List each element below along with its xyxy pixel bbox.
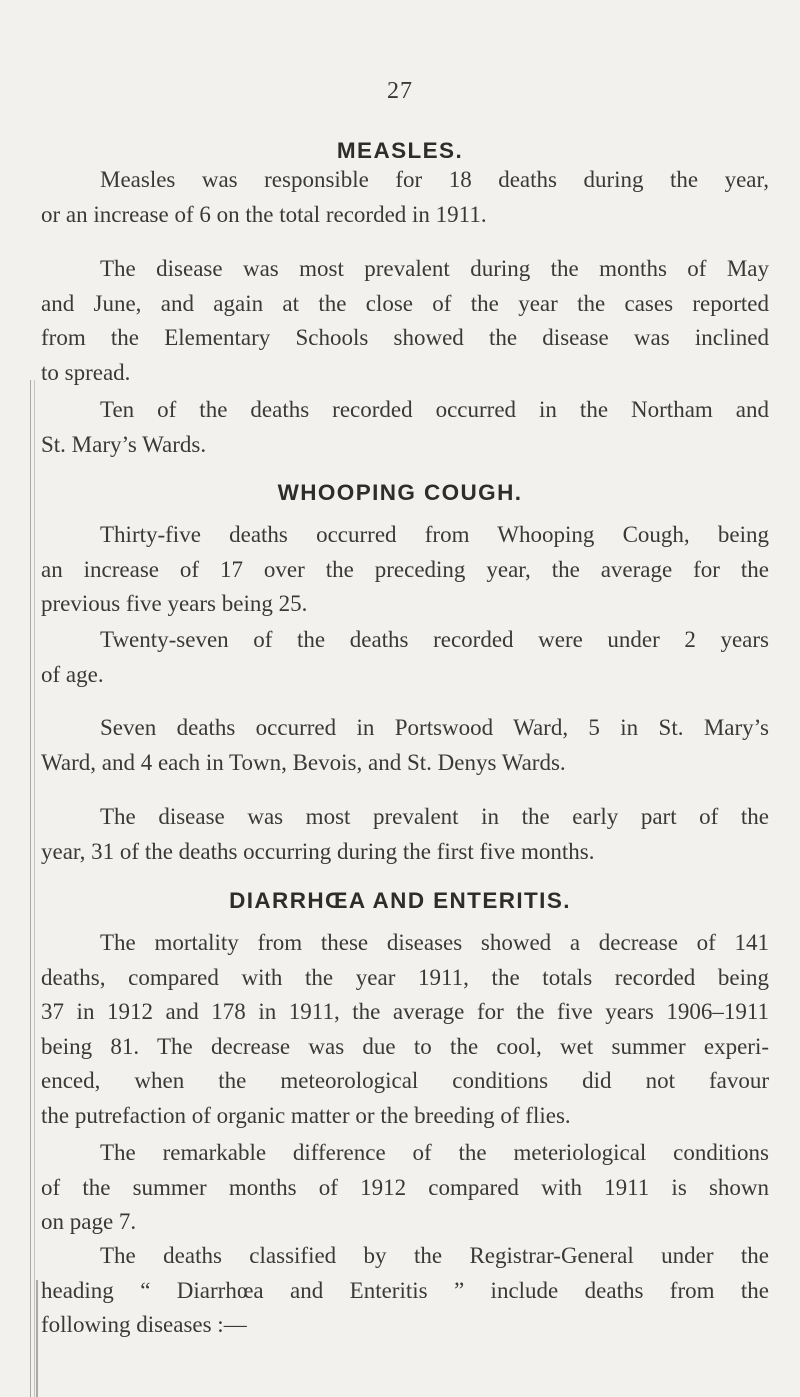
paragraph-diarrhoea-2	[41, 1136, 769, 1240]
text-line: and June, and again at the close of the year the cases reported	[41, 290, 769, 316]
text-line: being 81. The decrease was due to the cool, wet summer experi-	[41, 1033, 769, 1059]
binding-edge-line	[36, 1280, 38, 1397]
paragraph-measles-1	[41, 163, 769, 232]
section-heading-diarrhoea-enteritis: DIARRHŒA AND ENTERITIS.	[229, 888, 571, 913]
text-line: Ward, and 4 each in Town, Bevois, and St. Denys Wards.	[41, 749, 566, 775]
paragraph-measles-3	[41, 393, 769, 462]
paragraph-whooping-cough-4	[41, 800, 769, 869]
text-line: enced, when the meteorological conditions did not favour	[41, 1068, 769, 1094]
text-line: 37 in 1912 and 178 in 1911, the average for the five years 1906–1911	[41, 999, 769, 1025]
text-line: year, 31 of the deaths occurring during the first five months.	[41, 838, 595, 864]
text-line: Thirty-five deaths occurred from Whooping Cough, being	[100, 522, 769, 547]
text-line: the putrefaction of organic matter or the breeding of flies.	[41, 1102, 571, 1128]
paragraph-measles-2	[41, 252, 769, 390]
text-line: of age.	[41, 661, 104, 687]
text-line: Seven deaths occurred in Portswood Ward, 5 in St. Mary’s	[100, 715, 769, 740]
section-heading-measles: MEASLES.	[336, 138, 464, 163]
paragraph-whooping-cough-2	[41, 623, 769, 692]
text-line: The disease was most prevalent during the months of May	[100, 256, 769, 281]
text-line: Measles was responsible for 18 deaths during the year,	[100, 167, 769, 192]
text-line: St. Mary’s Wards.	[41, 431, 207, 457]
paragraph-diarrhoea-3	[41, 1239, 769, 1343]
text-line: The mortality from these diseases showed a decrease of 141	[100, 930, 769, 955]
text-line: or an increase of 6 on the total recorded in 1911.	[41, 201, 487, 227]
page-number: 27	[387, 78, 413, 104]
text-line: Ten of the deaths recorded occurred in the Northam and	[100, 397, 769, 422]
paragraph-whooping-cough-3	[41, 711, 769, 780]
paragraph-diarrhoea-1	[41, 926, 769, 1134]
text-line: Twenty-seven of the deaths recorded were under 2 years	[100, 627, 769, 652]
text-line: of the summer months of 1912 compared with 1911 is shown	[41, 1174, 769, 1200]
text-line: previous five years being 25.	[41, 591, 308, 617]
text-line: on page 7.	[41, 1209, 137, 1235]
text-line: The remarkable difference of the meteriological conditions	[100, 1140, 769, 1165]
text-line: from the Elementary Schools showed the disease was inclined	[41, 325, 769, 351]
text-line: following diseases :—	[41, 1312, 247, 1338]
text-line: The disease was most prevalent in the early part of the	[100, 804, 769, 829]
text-line: deaths, compared with the year 1911, the totals recorded being	[41, 964, 769, 990]
text-line: The deaths classified by the Registrar-General under the	[100, 1243, 769, 1268]
section-heading-whooping-cough: WHOOPING COUGH.	[277, 480, 523, 505]
text-line: to spread.	[41, 359, 131, 385]
paragraph-whooping-cough-1	[41, 518, 769, 622]
text-line: heading “ Diarrhœa and Enteritis ” include deaths from the	[41, 1277, 769, 1303]
text-line: an increase of 17 over the preceding year, the average for the	[41, 556, 769, 582]
